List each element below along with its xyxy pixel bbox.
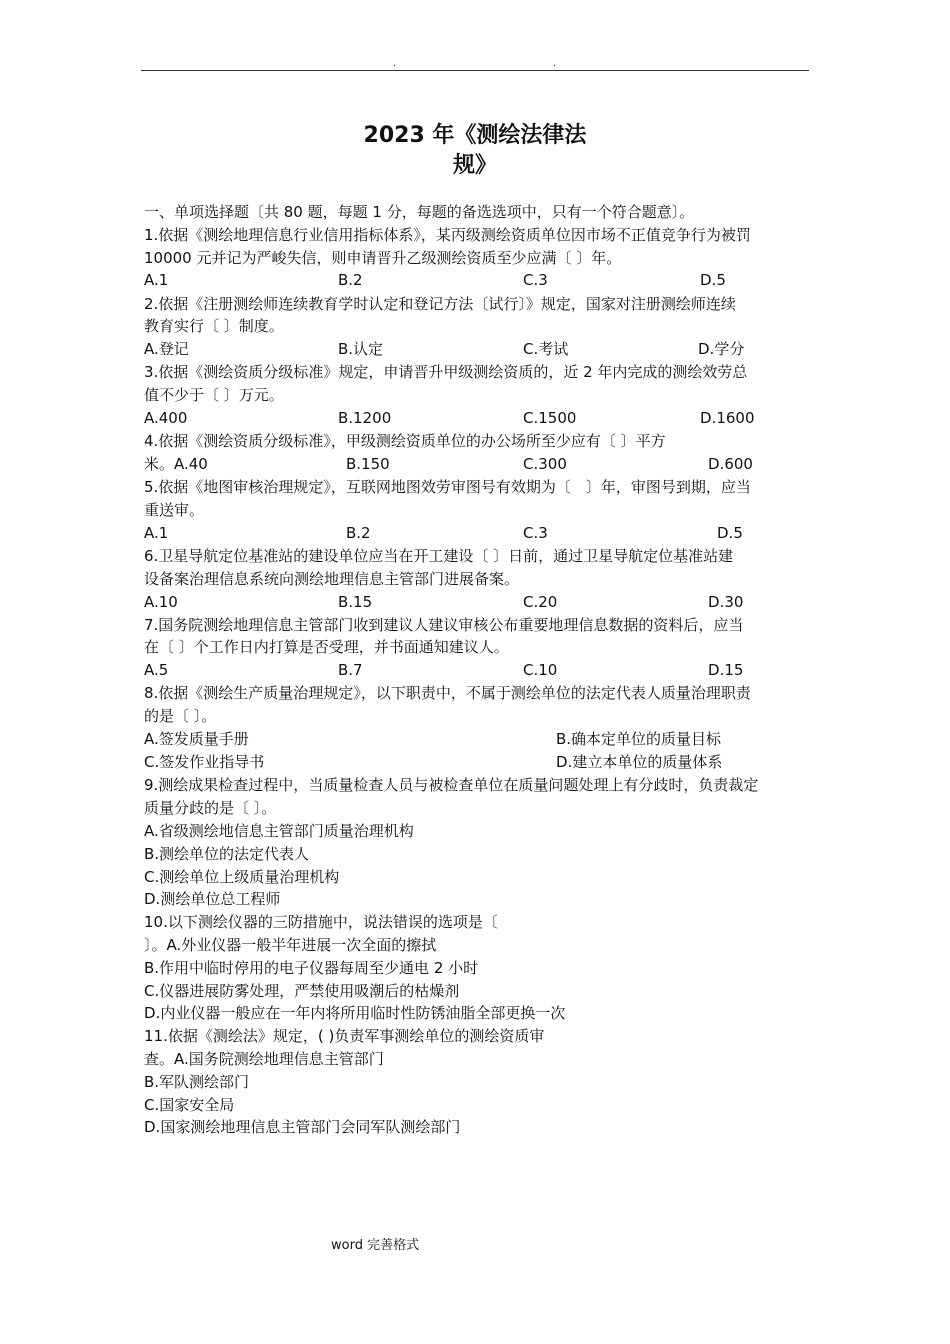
option-d: D.30 — [708, 592, 744, 611]
question-8-text-cont: 的是〔 〕。 — [144, 707, 217, 726]
option-c: C.300 — [523, 454, 567, 473]
option-a: A.5 — [144, 661, 169, 680]
document-body — [144, 201, 808, 1139]
option-c: C.国家安全局 — [144, 1095, 235, 1114]
question-3-options — [144, 407, 808, 430]
option-b: B.7 — [338, 661, 363, 680]
question-9-text: 9.测绘成果检查过程中，当质量检查人员与被检查单位在质量问题处理上有分歧时，负责裁定 — [144, 776, 759, 795]
question-5-text-cont: 重送审。 — [144, 500, 205, 519]
question-1-text-cont: 10000 元并记为严峻失信，则申请晋升乙级测绘资质至少应满〔 〕年。 — [144, 248, 622, 267]
option-a: 米。A.40 — [144, 454, 208, 473]
option-a: A.10 — [144, 592, 178, 611]
header-rule — [141, 70, 809, 71]
question-9-text-cont: 质量分歧的是〔 〕。 — [144, 799, 277, 818]
question-5-text: 5.依据《地图审核治理规定》，互联网地图效劳审图号有效期为〔 〕年，审图号到期，应当 — [144, 478, 751, 497]
option-a: A.签发质量手册 — [144, 730, 249, 749]
header-dot-left: . — [393, 58, 397, 69]
option-a: A.400 — [144, 408, 188, 427]
question-2-options — [144, 338, 808, 361]
question-11-text-cont: 查。A.国务院测绘地理信息主管部门 — [144, 1050, 384, 1068]
question-6-options — [144, 591, 808, 614]
question-5-options — [144, 522, 808, 545]
question-3-text-cont: 值不少于〔 〕万元。 — [144, 386, 284, 405]
option-b: B.确本定单位的质量目标 — [556, 730, 722, 749]
question-10-text-cont: 〕。A.外业仪器一般半年进展一次全面的擦拭 — [144, 936, 437, 955]
option-c: C.10 — [523, 661, 558, 680]
question-6-text-cont: 设备案治理信息系统向测绘地理信息主管部门进展备案。 — [144, 569, 520, 588]
option-a: A.登记 — [144, 340, 189, 359]
option-a: A.1 — [144, 523, 169, 542]
option-d: D.国家测绘地理信息主管部门会同军队测绘部门 — [144, 1118, 461, 1137]
document-title-line1: 2023 年《测绘法律法 — [363, 123, 587, 148]
option-d: D.600 — [708, 454, 753, 473]
option-d: D.5 — [717, 523, 743, 542]
question-8-text: 8.依据《测绘生产质量治理规定》，以下职责中，不属于测绘单位的法定代表人质量治理职责 — [144, 684, 751, 703]
question-7-text-cont: 在〔 〕个工作日内打算是否受理，并书面通知建议人。 — [144, 638, 509, 657]
option-c: C.仪器进展防雾处理，严禁使用吸潮后的枯燥剂 — [144, 981, 460, 1000]
question-10-text: 10.以下测绘仪器的三防措施中，说法错误的选项是〔 — [144, 913, 498, 932]
question-3-text: 3.依据《测绘资质分级标准》规定，申请晋升甲级测绘资质的，近 2 年内完成的测绘效劳总 — [144, 363, 748, 382]
option-b: B.认定 — [338, 340, 384, 359]
option-d: D.测绘单位总工程师 — [144, 890, 281, 909]
option-a: A.1 — [144, 271, 169, 290]
option-b: B.15 — [338, 592, 373, 611]
question-4-text: 4.依据《测绘资质分级标准》，甲级测绘资质单位的办公场所至少应有〔 〕平方 — [144, 432, 666, 451]
question-8-options-row1 — [144, 728, 808, 751]
option-d: D.1600 — [700, 408, 755, 427]
question-4-options — [144, 453, 808, 476]
question-2-text: 2.依据《注册测绘师连续教育学时认定和登记方法〔试行〕》规定，国家对注册测绘师连续 — [144, 294, 736, 313]
option-a: A.省级测绘地信息主管部门质量治理机构 — [144, 822, 414, 841]
option-c: C.考试 — [523, 340, 569, 359]
option-b: B.2 — [346, 523, 371, 542]
question-7-text: 7.国务院测绘地理信息主管部门收到建议人建议审核公布重要地理信息数据的资料后，应当 — [144, 615, 744, 634]
option-c: C.20 — [523, 592, 558, 611]
page-footer: word 完善格式 — [331, 1238, 420, 1253]
option-b: B.150 — [346, 454, 390, 473]
option-d: D.5 — [700, 271, 726, 290]
option-d: D.建立本单位的质量体系 — [556, 753, 723, 772]
option-b: B.军队测绘部门 — [144, 1072, 250, 1091]
document-title-line2: 规》 — [452, 153, 497, 178]
header-dot-right: . — [553, 58, 557, 69]
question-1-text: 1.依据《测绘地理信息行业信用指标体系》，某丙级测绘资质单位因市场不正值竞争行为被罚 — [144, 225, 751, 244]
option-c: C.测绘单位上级质量治理机构 — [144, 867, 340, 886]
question-1-options — [144, 269, 808, 292]
section-heading: 一、单项选择题〔共 80 题，每题 1 分，每题的备选选项中，只有一个符合题意〕。 — [144, 203, 695, 221]
option-b: B.作用中临时停用的电子仪器每周至少通电 2 小时 — [144, 958, 479, 977]
question-8-options-row2 — [144, 751, 808, 774]
option-b: B.1200 — [338, 408, 392, 427]
option-c: C.1500 — [523, 408, 577, 427]
option-d: D.内业仪器一般应在一年内将所用临时性防锈油脂全部更换一次 — [144, 1004, 566, 1023]
question-6-text: 6.卫星导航定位基准站的建设单位应当在开工建设〔 〕日前，通过卫星导航定位基准站建 — [144, 546, 734, 565]
question-11-text: 11.依据《测绘法》规定，( )负责军事测绘单位的测绘资质审 — [144, 1027, 545, 1046]
option-c: C.3 — [523, 271, 548, 290]
option-c: C.3 — [523, 523, 548, 542]
option-b: B.2 — [338, 271, 363, 290]
question-7-options — [144, 659, 808, 682]
option-c: C.签发作业指导书 — [144, 753, 265, 772]
option-d: D.15 — [708, 661, 744, 680]
option-d: D.学分 — [698, 340, 745, 359]
question-2-text-cont: 教育实行〔 〕制度。 — [144, 317, 284, 336]
option-b: B.测绘单位的法定代表人 — [144, 844, 310, 863]
